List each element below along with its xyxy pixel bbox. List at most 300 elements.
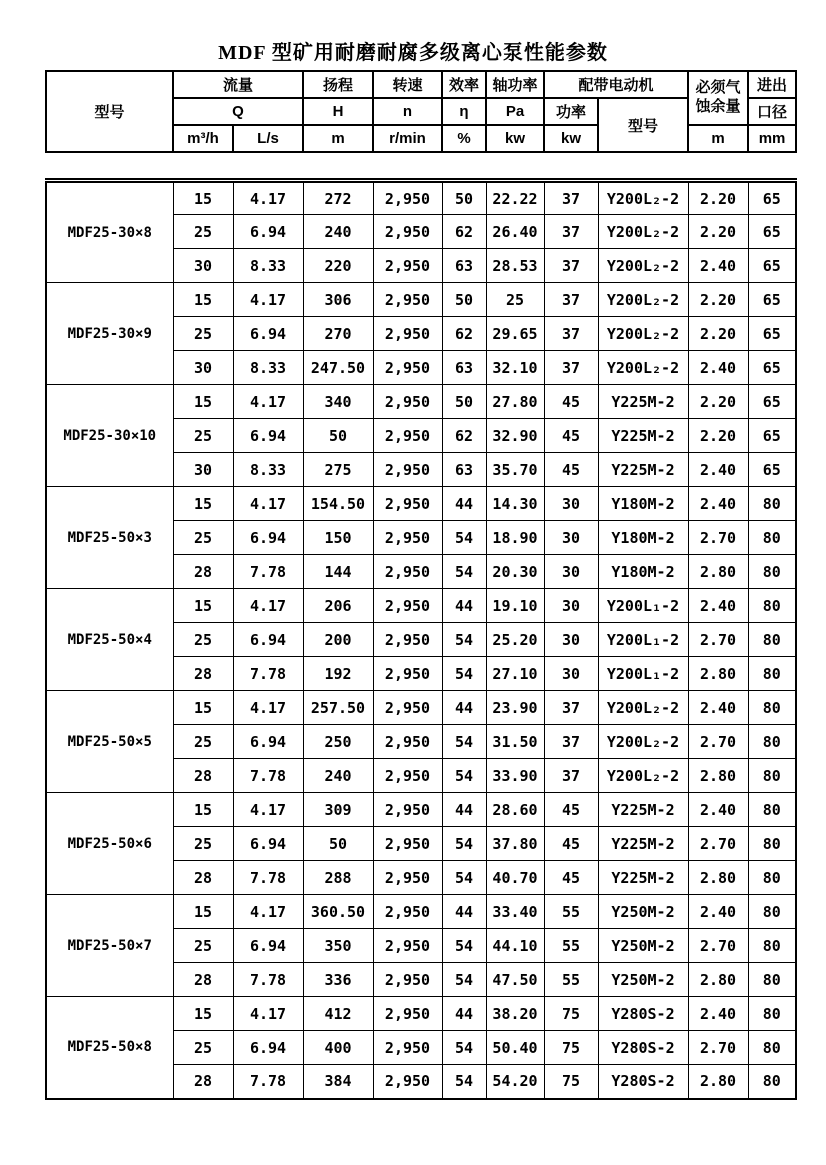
table-cell: 2.40 [688, 589, 748, 623]
table-cell: Y280S-2 [598, 997, 688, 1031]
table-cell: 28 [173, 657, 233, 691]
table-cell: 4.17 [233, 589, 303, 623]
table-cell: 80 [748, 963, 796, 997]
header-table [45, 70, 797, 153]
table-cell: 54 [442, 555, 486, 589]
table-cell: 44 [442, 589, 486, 623]
table-cell: 40.70 [486, 861, 544, 895]
table-cell: 2.20 [688, 215, 748, 249]
table-cell: 2.40 [688, 793, 748, 827]
table-cell: 25 [173, 419, 233, 453]
table-cell: 45 [544, 827, 598, 861]
table-cell: 75 [544, 1065, 598, 1099]
pump-model-cell: MDF25-50×8 [46, 997, 173, 1099]
table-row [46, 487, 796, 521]
efficiency-unit: % [442, 125, 486, 152]
table-cell: 4.17 [233, 181, 303, 215]
table-cell: 2,950 [373, 283, 442, 317]
table-cell: 2,950 [373, 623, 442, 657]
table-cell: 28 [173, 555, 233, 589]
table-cell: 2.70 [688, 521, 748, 555]
table-cell: 15 [173, 997, 233, 1031]
pump-model-cell: MDF25-50×6 [46, 793, 173, 895]
table-cell: 80 [748, 555, 796, 589]
table-cell: 32.10 [486, 351, 544, 385]
table-cell: 33.40 [486, 895, 544, 929]
table-cell: 37 [544, 317, 598, 351]
table-cell: 44 [442, 691, 486, 725]
table-cell: 75 [544, 997, 598, 1031]
table-cell: 50 [303, 827, 373, 861]
table-cell: 2,950 [373, 215, 442, 249]
table-cell: Y225M-2 [598, 827, 688, 861]
table-cell: 65 [748, 351, 796, 385]
table-cell: 30 [173, 249, 233, 283]
table-cell: 54 [442, 623, 486, 657]
table-cell: 62 [442, 419, 486, 453]
table-cell: 4.17 [233, 385, 303, 419]
table-cell: Y180M-2 [598, 487, 688, 521]
table-cell: 240 [303, 215, 373, 249]
table-cell: Y200L₂-2 [598, 351, 688, 385]
table-cell: 200 [303, 623, 373, 657]
table-cell: 54 [442, 657, 486, 691]
shaft-power-unit: kw [486, 125, 544, 152]
pump-data-table [45, 178, 797, 1100]
table-cell: 80 [748, 487, 796, 521]
table-cell: 2.20 [688, 419, 748, 453]
table-cell: Y200L₂-2 [598, 725, 688, 759]
table-cell: 2.20 [688, 385, 748, 419]
table-cell: 2,950 [373, 521, 442, 555]
table-cell: 54 [442, 725, 486, 759]
page-title: MDF 型矿用耐磨耐腐多级离心泵性能参数 [218, 42, 608, 64]
table-cell: 54.20 [486, 1065, 544, 1099]
col-header-npsh [688, 71, 748, 125]
table-cell: Y200L₁-2 [598, 589, 688, 623]
table-cell: 4.17 [233, 691, 303, 725]
table-cell: 22.22 [486, 181, 544, 215]
table-cell: 270 [303, 317, 373, 351]
table-cell: 20.30 [486, 555, 544, 589]
table-cell: 55 [544, 895, 598, 929]
table-cell: 80 [748, 793, 796, 827]
table-cell: 2.80 [688, 861, 748, 895]
table-cell: 55 [544, 963, 598, 997]
motor-model-label: 型号 [598, 98, 688, 152]
table-cell: 54 [442, 1031, 486, 1065]
table-cell: Y200L₂-2 [598, 759, 688, 793]
table-cell: 80 [748, 759, 796, 793]
table-cell: 28.53 [486, 249, 544, 283]
header-row-1 [46, 71, 796, 98]
table-cell: 80 [748, 827, 796, 861]
table-cell: 54 [442, 521, 486, 555]
table-cell: 150 [303, 521, 373, 555]
table-cell: 15 [173, 283, 233, 317]
table-cell: 2.70 [688, 1031, 748, 1065]
pump-model-cell: MDF25-50×7 [46, 895, 173, 997]
table-cell: 2,950 [373, 657, 442, 691]
table-cell: 50 [442, 181, 486, 215]
table-cell: 37.80 [486, 827, 544, 861]
table-cell: 33.90 [486, 759, 544, 793]
table-cell: 28 [173, 861, 233, 895]
speed-symbol: n [373, 98, 442, 125]
table-cell: 38.20 [486, 997, 544, 1031]
pump-model-cell: MDF25-30×9 [46, 283, 173, 385]
table-cell: 65 [748, 385, 796, 419]
table-cell: 50 [442, 385, 486, 419]
table-cell: 15 [173, 589, 233, 623]
table-cell: Y250M-2 [598, 963, 688, 997]
table-cell: 80 [748, 997, 796, 1031]
table-cell: 306 [303, 283, 373, 317]
table-cell: Y280S-2 [598, 1065, 688, 1099]
table-cell: 6.94 [233, 827, 303, 861]
table-cell: 2.40 [688, 895, 748, 929]
table-cell: 29.65 [486, 317, 544, 351]
table-cell: 37 [544, 351, 598, 385]
flow-symbol: Q [173, 98, 303, 125]
table-cell: 250 [303, 725, 373, 759]
col-header-pump-model: 型号 [46, 71, 173, 152]
table-cell: 23.90 [486, 691, 544, 725]
table-cell: 37 [544, 283, 598, 317]
table-cell: 37 [544, 215, 598, 249]
table-cell: 45 [544, 385, 598, 419]
head-unit: m [303, 125, 373, 152]
table-cell: 45 [544, 453, 598, 487]
table-cell: 2,950 [373, 317, 442, 351]
table-cell: Y200L₂-2 [598, 249, 688, 283]
table-cell: Y200L₂-2 [598, 317, 688, 351]
table-cell: 2,950 [373, 1031, 442, 1065]
table-cell: 54 [442, 1065, 486, 1099]
table-cell: 32.90 [486, 419, 544, 453]
table-cell: 192 [303, 657, 373, 691]
table-cell: 25 [173, 317, 233, 351]
npsh-unit: m [688, 125, 748, 152]
table-cell: Y225M-2 [598, 453, 688, 487]
table-cell: 2.40 [688, 487, 748, 521]
table-cell: 8.33 [233, 249, 303, 283]
table-cell: 45 [544, 861, 598, 895]
table-cell: Y225M-2 [598, 861, 688, 895]
npsh-label-line2: 蚀余量 [695, 98, 741, 115]
npsh-label-line1: 必须气 [695, 79, 741, 97]
table-cell: 65 [748, 181, 796, 215]
table-row [46, 589, 796, 623]
table-cell: Y200L₁-2 [598, 657, 688, 691]
table-cell: 336 [303, 963, 373, 997]
col-header-speed: 转速 [373, 71, 442, 98]
table-cell: 54 [442, 759, 486, 793]
table-cell: 45 [544, 793, 598, 827]
table-cell: 15 [173, 385, 233, 419]
shaft-power-symbol: Pa [486, 98, 544, 125]
table-cell: 80 [748, 1031, 796, 1065]
table-cell: 55 [544, 929, 598, 963]
table-cell: 15 [173, 181, 233, 215]
table-cell: 4.17 [233, 895, 303, 929]
table-cell: 2.40 [688, 691, 748, 725]
table-cell: 2.40 [688, 997, 748, 1031]
table-cell: 288 [303, 861, 373, 895]
table-cell: Y280S-2 [598, 1031, 688, 1065]
table-cell: 7.78 [233, 861, 303, 895]
table-cell: 54 [442, 861, 486, 895]
table-cell: 2,950 [373, 1065, 442, 1099]
pump-model-cell: MDF25-30×8 [46, 181, 173, 283]
table-cell: 2.20 [688, 317, 748, 351]
table-cell: 28 [173, 759, 233, 793]
table-cell: 2,950 [373, 759, 442, 793]
table-cell: 62 [442, 317, 486, 351]
table-row [46, 385, 796, 419]
table-cell: 80 [748, 521, 796, 555]
table-cell: 412 [303, 997, 373, 1031]
table-cell: 25 [173, 929, 233, 963]
table-row [46, 793, 796, 827]
table-cell: 2,950 [373, 351, 442, 385]
table-cell: 80 [748, 861, 796, 895]
table-cell: 50.40 [486, 1031, 544, 1065]
table-cell: 65 [748, 249, 796, 283]
table-cell: 30 [173, 453, 233, 487]
table-cell: 30 [544, 623, 598, 657]
table-cell: 272 [303, 181, 373, 215]
table-cell: 28 [173, 963, 233, 997]
table-cell: 144 [303, 555, 373, 589]
table-cell: 2,950 [373, 555, 442, 589]
col-header-shaft-power: 轴功率 [486, 71, 544, 98]
table-cell: 37 [544, 249, 598, 283]
table-cell: 37 [544, 725, 598, 759]
table-cell: 340 [303, 385, 373, 419]
table-cell: 2,950 [373, 963, 442, 997]
table-cell: 65 [748, 283, 796, 317]
table-cell: 2,950 [373, 929, 442, 963]
table-cell: 37 [544, 181, 598, 215]
table-cell: 54 [442, 929, 486, 963]
table-cell: 80 [748, 623, 796, 657]
table-cell: 2,950 [373, 691, 442, 725]
table-cell: 44 [442, 793, 486, 827]
table-cell: 220 [303, 249, 373, 283]
table-cell: Y225M-2 [598, 419, 688, 453]
port-unit: mm [748, 125, 796, 152]
table-cell: 65 [748, 317, 796, 351]
table-cell: 2.20 [688, 283, 748, 317]
table-cell: 30 [544, 487, 598, 521]
col-header-port-line2: 口径 [748, 98, 796, 125]
table-cell: 30 [544, 555, 598, 589]
table-cell: 2,950 [373, 589, 442, 623]
table-cell: 80 [748, 657, 796, 691]
table-cell: Y180M-2 [598, 521, 688, 555]
table-cell: 25 [173, 623, 233, 657]
table-cell: 2,950 [373, 997, 442, 1031]
table-cell: 25.20 [486, 623, 544, 657]
table-cell: Y250M-2 [598, 929, 688, 963]
pump-model-cell: MDF25-30×10 [46, 385, 173, 487]
table-cell: 14.30 [486, 487, 544, 521]
table-cell: 37 [544, 759, 598, 793]
table-cell: 63 [442, 453, 486, 487]
motor-power-label: 功率 [544, 98, 598, 125]
table-cell: 6.94 [233, 521, 303, 555]
table-cell: 6.94 [233, 419, 303, 453]
table-cell: 2.70 [688, 827, 748, 861]
table-cell: 2,950 [373, 793, 442, 827]
table-cell: Y200L₂-2 [598, 181, 688, 215]
table-row [46, 895, 796, 929]
table-cell: 54 [442, 827, 486, 861]
pump-model-cell: MDF25-50×4 [46, 589, 173, 691]
col-header-port-line1: 进出 [748, 71, 796, 98]
table-cell: 30 [544, 521, 598, 555]
col-header-motor: 配带电动机 [544, 71, 688, 98]
table-cell: 2.40 [688, 249, 748, 283]
table-cell: 27.80 [486, 385, 544, 419]
table-cell: 30 [173, 351, 233, 385]
table-cell: 2.70 [688, 725, 748, 759]
table-cell: 2,950 [373, 725, 442, 759]
efficiency-symbol: η [442, 98, 486, 125]
table-cell: 2.40 [688, 351, 748, 385]
table-cell: 15 [173, 691, 233, 725]
table-cell: 275 [303, 453, 373, 487]
table-cell: 2,950 [373, 895, 442, 929]
table-cell: 4.17 [233, 997, 303, 1031]
table-cell: 25 [173, 725, 233, 759]
table-cell: 44 [442, 997, 486, 1031]
table-cell: 26.40 [486, 215, 544, 249]
table-cell: 240 [303, 759, 373, 793]
table-cell: 75 [544, 1031, 598, 1065]
table-cell: 2.20 [688, 181, 748, 215]
table-cell: 50 [442, 283, 486, 317]
table-cell: Y200L₁-2 [598, 623, 688, 657]
speed-unit: r/min [373, 125, 442, 152]
table-cell: 2,950 [373, 861, 442, 895]
table-cell: 25 [173, 521, 233, 555]
table-cell: 63 [442, 351, 486, 385]
table-cell: 80 [748, 725, 796, 759]
flow-unit-m3h: m³/h [173, 125, 233, 152]
table-cell: 6.94 [233, 623, 303, 657]
table-cell: Y200L₂-2 [598, 283, 688, 317]
table-cell: 4.17 [233, 487, 303, 521]
col-header-flow: 流量 [173, 71, 303, 98]
table-cell: 28.60 [486, 793, 544, 827]
table-cell: 6.94 [233, 1031, 303, 1065]
table-cell: Y225M-2 [598, 793, 688, 827]
table-cell: 80 [748, 1065, 796, 1099]
table-cell: Y250M-2 [598, 895, 688, 929]
table-cell: 44.10 [486, 929, 544, 963]
table-cell: 65 [748, 215, 796, 249]
table-cell: 44 [442, 895, 486, 929]
table-cell: 2,950 [373, 249, 442, 283]
table-cell: 2.80 [688, 657, 748, 691]
table-cell: 257.50 [303, 691, 373, 725]
table-cell: 7.78 [233, 657, 303, 691]
table-cell: 247.50 [303, 351, 373, 385]
table-cell: 2.80 [688, 759, 748, 793]
table-cell: 28 [173, 1065, 233, 1099]
table-cell: 45 [544, 419, 598, 453]
table-cell: 7.78 [233, 963, 303, 997]
col-header-efficiency: 效率 [442, 71, 486, 98]
table-cell: 25 [173, 215, 233, 249]
table-cell: 25 [173, 827, 233, 861]
table-cell: 37 [544, 691, 598, 725]
table-cell: 7.78 [233, 1065, 303, 1099]
table-cell: 54 [442, 963, 486, 997]
table-cell: 4.17 [233, 283, 303, 317]
table-cell: 2.80 [688, 963, 748, 997]
table-cell: 15 [173, 793, 233, 827]
pump-table-body [46, 181, 796, 1099]
table-cell: 80 [748, 691, 796, 725]
table-cell: Y200L₂-2 [598, 691, 688, 725]
table-cell: 35.70 [486, 453, 544, 487]
table-cell: 2.70 [688, 623, 748, 657]
table-row [46, 691, 796, 725]
table-cell: 7.78 [233, 759, 303, 793]
table-cell: 15 [173, 487, 233, 521]
head-symbol: H [303, 98, 373, 125]
pump-model-cell: MDF25-50×3 [46, 487, 173, 589]
table-cell: 206 [303, 589, 373, 623]
table-row [46, 181, 796, 215]
table-cell: 2.70 [688, 929, 748, 963]
table-cell: 65 [748, 419, 796, 453]
table-cell: 4.17 [233, 793, 303, 827]
table-cell: Y225M-2 [598, 385, 688, 419]
table-cell: 31.50 [486, 725, 544, 759]
table-cell: 6.94 [233, 317, 303, 351]
table-cell: 63 [442, 249, 486, 283]
table-cell: 15 [173, 895, 233, 929]
col-header-head: 扬程 [303, 71, 373, 98]
table-cell: 50 [303, 419, 373, 453]
table-cell: 2,950 [373, 827, 442, 861]
table-cell: 2.80 [688, 555, 748, 589]
table-cell: 7.78 [233, 555, 303, 589]
table-row [46, 283, 796, 317]
table-cell: 2.40 [688, 453, 748, 487]
table-cell: 25 [173, 1031, 233, 1065]
table-cell: 2,950 [373, 453, 442, 487]
table-cell: 80 [748, 589, 796, 623]
table-cell: 27.10 [486, 657, 544, 691]
table-cell: 2,950 [373, 487, 442, 521]
table-cell: 8.33 [233, 453, 303, 487]
table-cell: 360.50 [303, 895, 373, 929]
table-cell: 2,950 [373, 181, 442, 215]
table-cell: 2,950 [373, 419, 442, 453]
table-cell: 309 [303, 793, 373, 827]
motor-power-unit: kw [544, 125, 598, 152]
table-cell: 30 [544, 589, 598, 623]
table-cell: 154.50 [303, 487, 373, 521]
table-cell: 19.10 [486, 589, 544, 623]
table-cell: Y200L₂-2 [598, 215, 688, 249]
table-cell: 384 [303, 1065, 373, 1099]
